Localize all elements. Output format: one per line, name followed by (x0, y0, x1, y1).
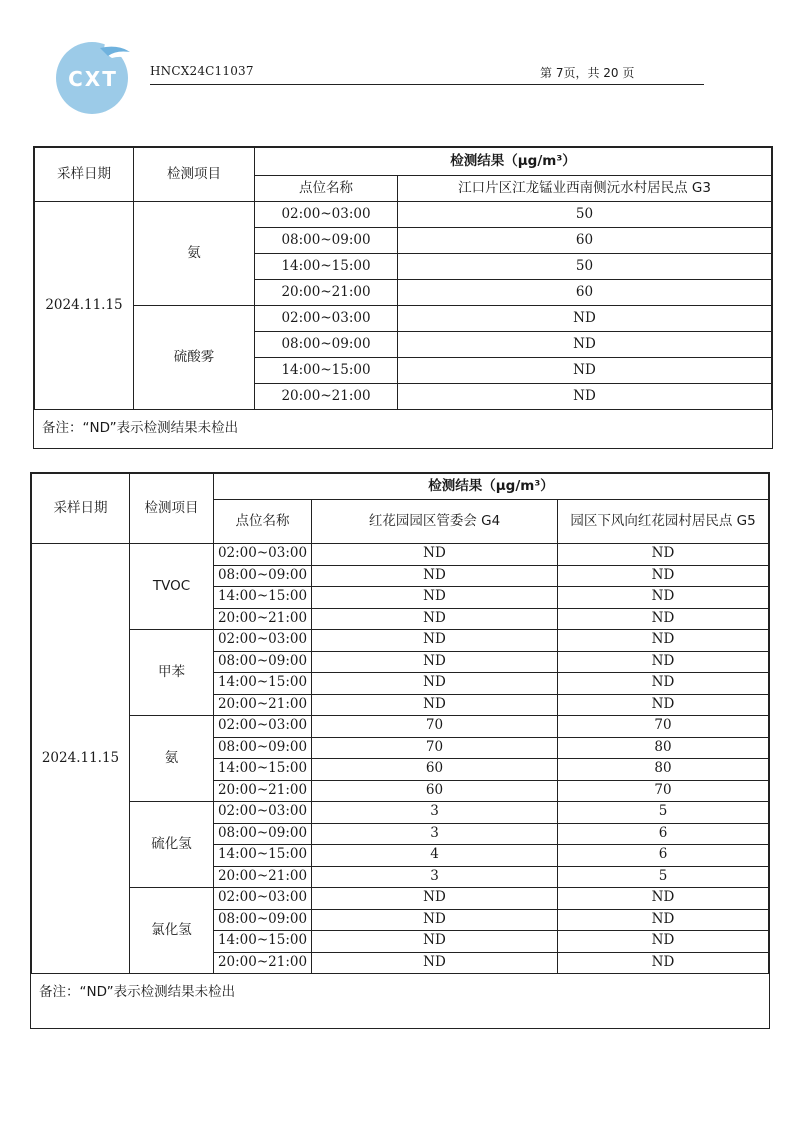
result-value-cell: 5 (558, 866, 769, 888)
test-item-cell: 氨 (130, 716, 214, 802)
test-item-cell: 硫酸雾 (134, 306, 255, 410)
result-value-cell: 70 (558, 780, 769, 802)
result-value-cell: 5 (558, 802, 769, 824)
time-slot-cell: 02:00~03:00 (214, 888, 312, 910)
table-row (35, 202, 772, 228)
table-row (32, 716, 769, 738)
page-number: 第 7页，共 20 页 (540, 66, 635, 80)
result-value-cell: ND (312, 673, 558, 695)
result-value-cell: ND (558, 587, 769, 609)
table-row (32, 544, 769, 566)
time-slot-cell: 20:00~21:00 (214, 694, 312, 716)
result-value-cell: ND (398, 358, 772, 384)
result-value-cell: ND (558, 565, 769, 587)
time-slot-cell: 20:00~21:00 (255, 384, 398, 410)
result-value-cell: 50 (398, 254, 772, 280)
result-value-cell: 3 (312, 802, 558, 824)
time-slot-cell: 08:00~09:00 (214, 737, 312, 759)
result-value-cell: 60 (398, 280, 772, 306)
time-slot-cell: 08:00~09:00 (214, 565, 312, 587)
time-slot-cell: 02:00~03:00 (214, 544, 312, 566)
time-slot-cell: 20:00~21:00 (214, 952, 312, 974)
result-value-cell: ND (398, 384, 772, 410)
sampling-date-cell: 2024.11.15 (32, 544, 130, 974)
result-value-cell: ND (558, 931, 769, 953)
result-value-cell: 6 (558, 845, 769, 867)
table-row (35, 306, 772, 332)
result-value-cell: 4 (312, 845, 558, 867)
col-header-result-group: 检测结果（μg/m³） (255, 148, 772, 176)
result-value-cell: ND (558, 952, 769, 974)
col-header-date: 采样日期 (32, 474, 130, 544)
time-slot-cell: 14:00~15:00 (214, 587, 312, 609)
results-table-2 (30, 472, 770, 1029)
table-row (32, 888, 769, 910)
header-rule (150, 84, 704, 85)
document-number: HNCX24C11037 (150, 64, 254, 78)
result-value-cell: ND (558, 888, 769, 910)
time-slot-cell: 14:00~15:00 (214, 759, 312, 781)
result-value-cell: ND (398, 306, 772, 332)
table-row (32, 630, 769, 652)
test-item-cell: 氨 (134, 202, 255, 306)
result-value-cell: ND (558, 673, 769, 695)
result-value-cell: ND (312, 888, 558, 910)
result-value-cell: ND (312, 544, 558, 566)
results-table-1 (33, 146, 773, 449)
result-value-cell: 3 (312, 823, 558, 845)
time-slot-cell: 14:00~15:00 (255, 254, 398, 280)
col-header-result-group: 检测结果（μg/m³） (214, 474, 769, 500)
result-value-cell: ND (398, 332, 772, 358)
time-slot-cell: 08:00~09:00 (214, 651, 312, 673)
result-value-cell: ND (558, 909, 769, 931)
logo-text: CXT (68, 67, 118, 91)
result-value-cell: 6 (558, 823, 769, 845)
result-value-cell: 50 (398, 202, 772, 228)
col-header-item: 检测项目 (134, 148, 255, 202)
result-value-cell: ND (558, 694, 769, 716)
result-value-cell: ND (312, 931, 558, 953)
result-value-cell: ND (312, 651, 558, 673)
result-value-cell: 70 (312, 716, 558, 738)
col-header-point-name: 红花园园区管委会 G4 (312, 500, 558, 544)
time-slot-cell: 02:00~03:00 (214, 716, 312, 738)
result-value-cell: ND (312, 608, 558, 630)
time-slot-cell: 08:00~09:00 (214, 909, 312, 931)
time-slot-cell: 20:00~21:00 (214, 866, 312, 888)
table-1-note: 备注：“ND”表示检测结果未检出 (42, 420, 239, 436)
result-value-cell: ND (558, 608, 769, 630)
time-slot-cell: 08:00~09:00 (255, 228, 398, 254)
time-slot-cell: 14:00~15:00 (255, 358, 398, 384)
test-item-cell: 氯化氢 (130, 888, 214, 974)
col-header-point: 点位名称 (214, 500, 312, 544)
time-slot-cell: 02:00~03:00 (214, 802, 312, 824)
table-2-note: 备注：“ND”表示检测结果未检出 (39, 984, 236, 1000)
result-value-cell: 60 (312, 780, 558, 802)
time-slot-cell: 20:00~21:00 (214, 780, 312, 802)
result-value-cell: ND (558, 544, 769, 566)
result-value-cell: ND (312, 565, 558, 587)
result-value-cell: ND (558, 630, 769, 652)
result-value-cell: ND (312, 630, 558, 652)
test-item-cell: 甲苯 (130, 630, 214, 716)
time-slot-cell: 02:00~03:00 (255, 306, 398, 332)
col-header-point: 点位名称 (255, 176, 398, 202)
result-value-cell: ND (312, 587, 558, 609)
time-slot-cell: 20:00~21:00 (214, 608, 312, 630)
result-value-cell: ND (558, 651, 769, 673)
result-value-cell: 3 (312, 866, 558, 888)
col-header-date: 采样日期 (35, 148, 134, 202)
time-slot-cell: 14:00~15:00 (214, 673, 312, 695)
time-slot-cell: 20:00~21:00 (255, 280, 398, 306)
col-header-point-name: 园区下风向红花园村居民点 G5 (558, 500, 769, 544)
time-slot-cell: 08:00~09:00 (214, 823, 312, 845)
time-slot-cell: 08:00~09:00 (255, 332, 398, 358)
sampling-date-cell: 2024.11.15 (35, 202, 134, 410)
time-slot-cell: 02:00~03:00 (255, 202, 398, 228)
time-slot-cell: 14:00~15:00 (214, 845, 312, 867)
time-slot-cell: 14:00~15:00 (214, 931, 312, 953)
time-slot-cell: 02:00~03:00 (214, 630, 312, 652)
result-value-cell: 80 (558, 759, 769, 781)
result-value-cell: 60 (398, 228, 772, 254)
result-value-cell: 60 (312, 759, 558, 781)
col-header-item: 检测项目 (130, 474, 214, 544)
col-header-point-name: 江口片区江龙锰业西南侧沅水村居民点 G3 (398, 176, 772, 202)
company-logo (50, 38, 138, 116)
test-item-cell: 硫化氢 (130, 802, 214, 888)
result-value-cell: ND (312, 694, 558, 716)
result-value-cell: ND (312, 952, 558, 974)
result-value-cell: 70 (312, 737, 558, 759)
result-value-cell: ND (312, 909, 558, 931)
result-value-cell: 80 (558, 737, 769, 759)
result-value-cell: 70 (558, 716, 769, 738)
test-item-cell: TVOC (130, 544, 214, 630)
table-row (32, 802, 769, 824)
